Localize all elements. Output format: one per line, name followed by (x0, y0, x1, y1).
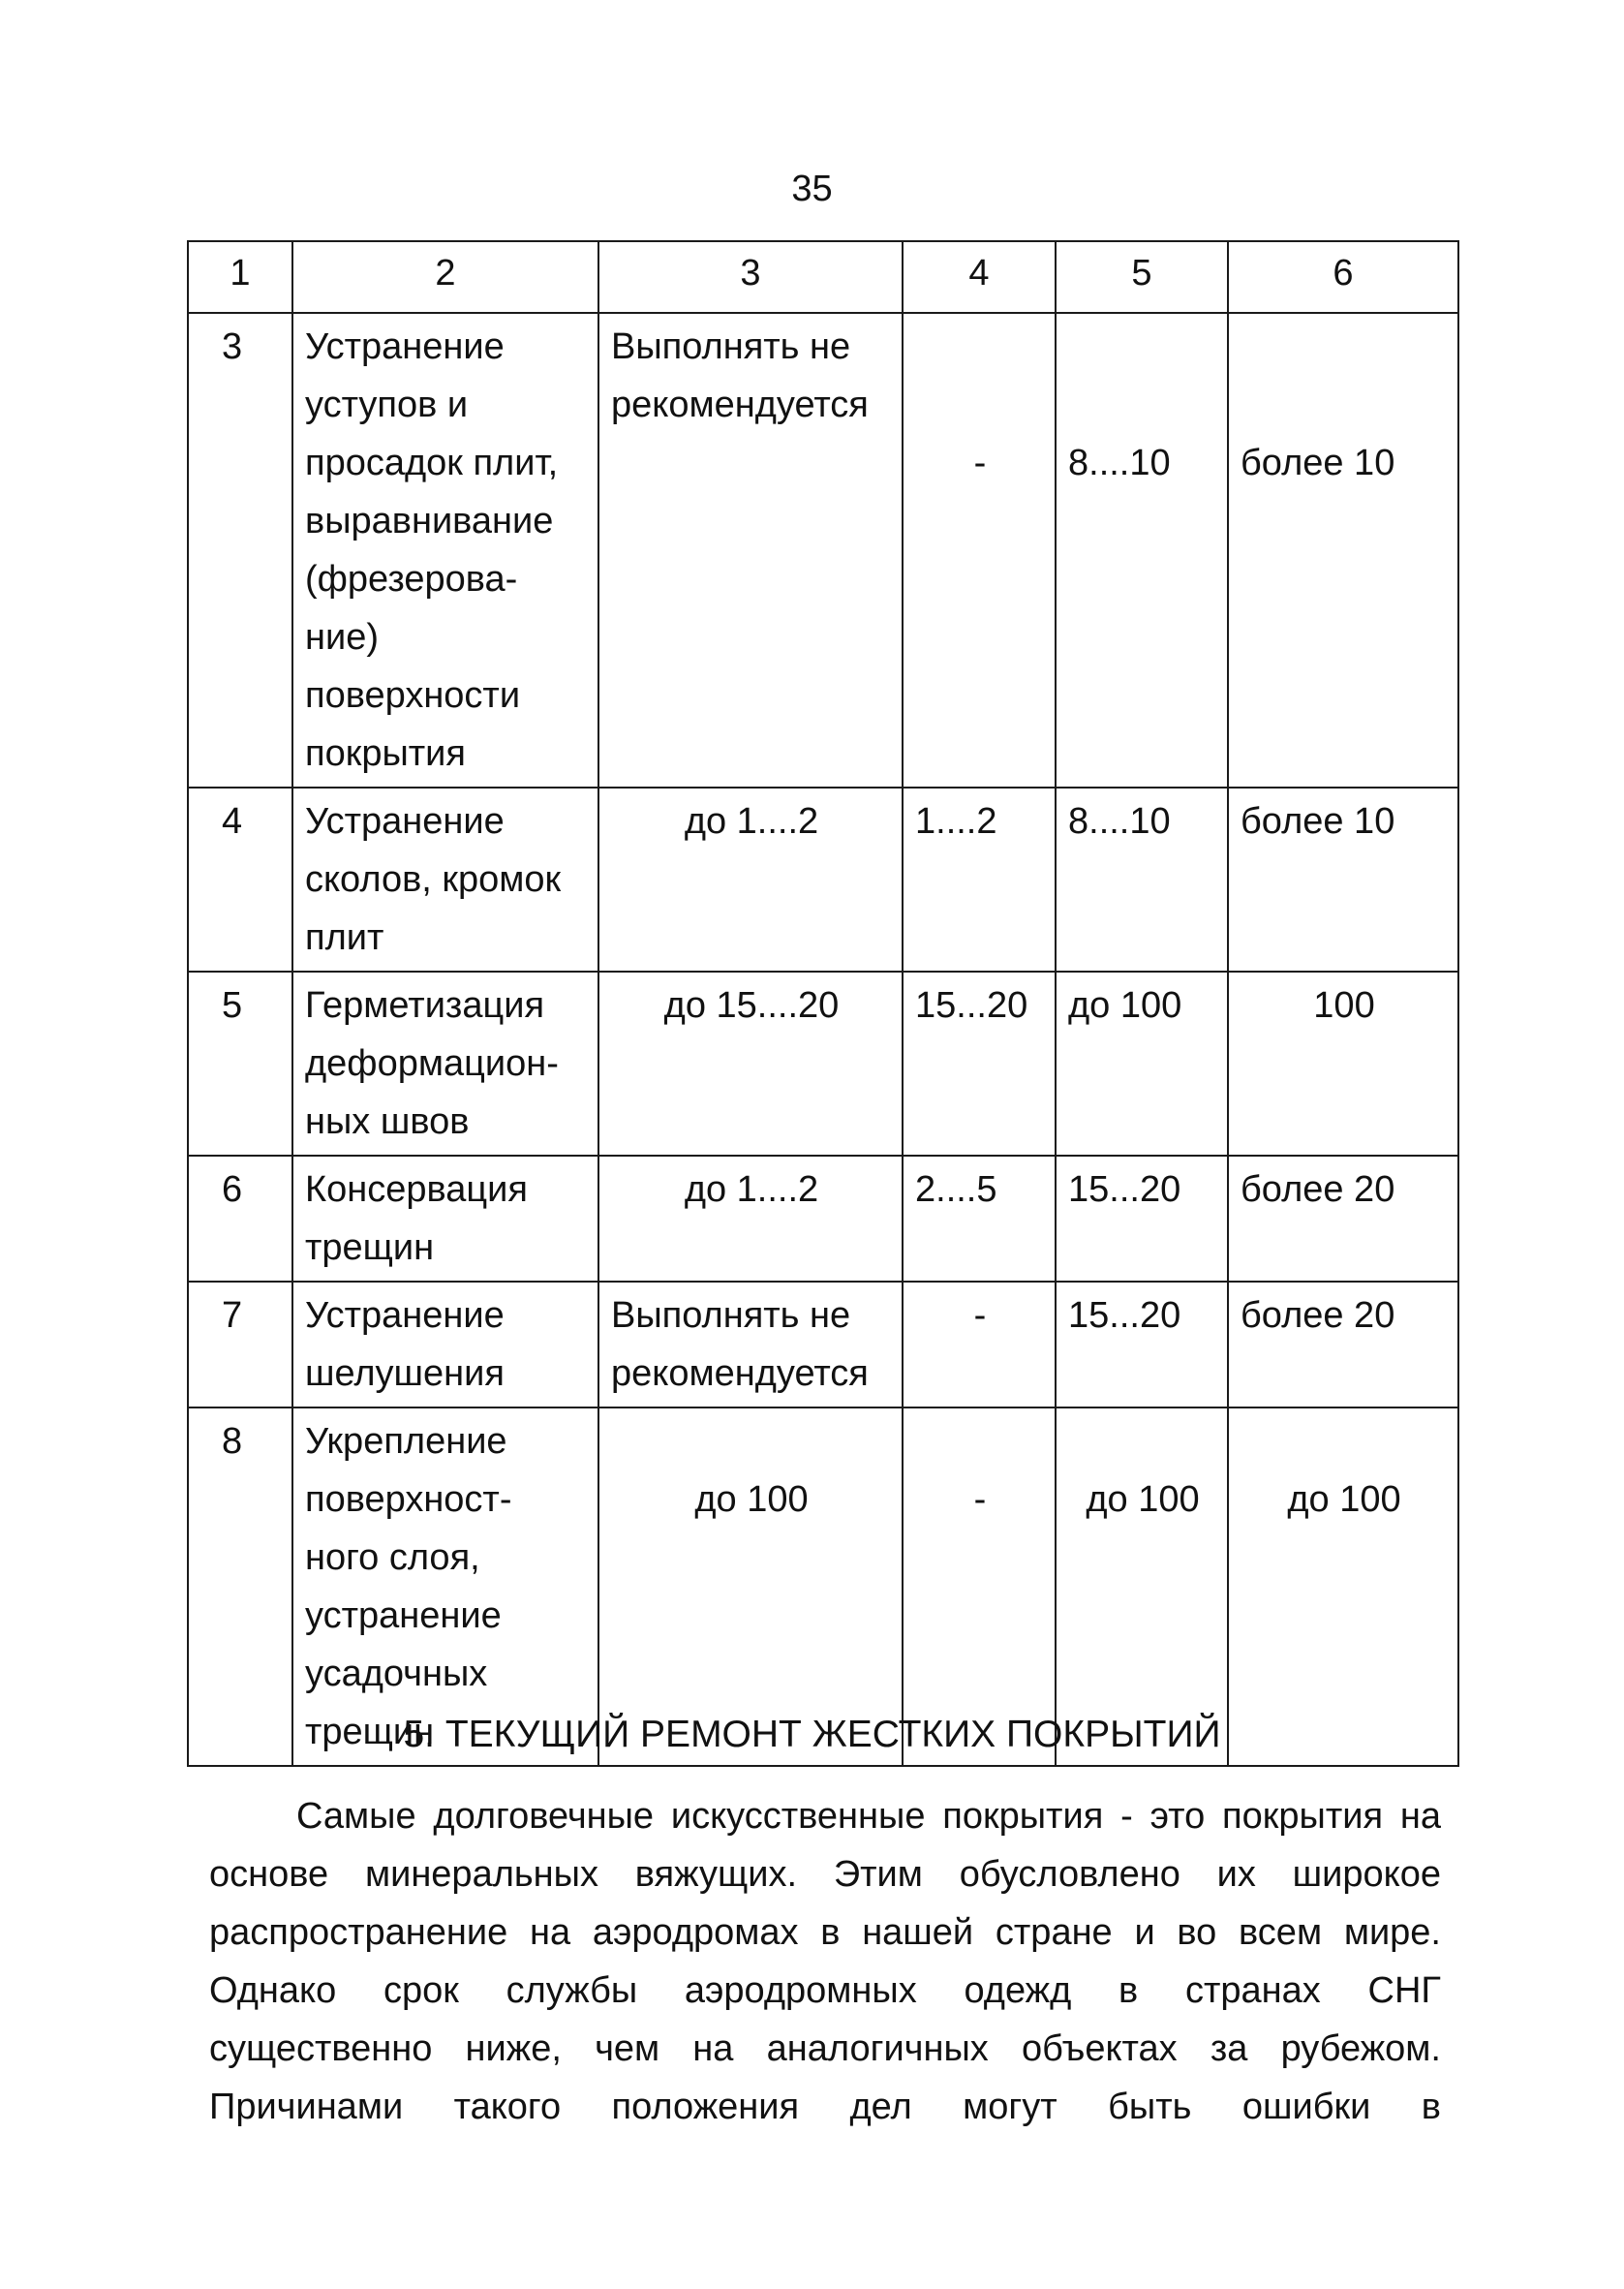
table-row (188, 788, 1458, 972)
header-cell: 2 (292, 241, 598, 313)
row-number-cell: 5 (188, 972, 292, 1156)
column-5-cell: 15...20 (1056, 1156, 1228, 1282)
column-3-cell: Выполнять не рекомендуется (598, 313, 903, 788)
column-5-cell: до 100 (1056, 972, 1228, 1156)
header-cell: 6 (1228, 241, 1458, 313)
table-row (188, 1282, 1458, 1407)
column-6-cell: более 10 (1228, 788, 1458, 972)
column-3-cell: до 1....2 (598, 788, 903, 972)
paragraph-line: Однако срок службы аэродромных одежд в странах СНГ (209, 1970, 1441, 2011)
work-type-cell: Укрепление поверхност- ного слоя, устранение усадочных трещин (292, 1407, 598, 1766)
column-4-cell: - (903, 313, 1056, 788)
column-5-cell: 15...20 (1056, 1282, 1228, 1407)
work-type-cell: Устранение уступов и просадок плит, выравнивание (фрезерова- ние) поверхности покрытия (292, 313, 598, 788)
column-4-cell: - (903, 1282, 1056, 1407)
paragraph-line: Самые долговечные искусственные покрытия - это покрытия на (296, 1796, 1441, 1837)
work-type-cell: Устранение сколов, кромок плит (292, 788, 598, 972)
section-title: 5. ТЕКУЩИЙ РЕМОНТ ЖЕСТКИХ ПОКРЫТИЙ (403, 1714, 1221, 1755)
paragraph-line: основе минеральных вяжущих. Этим обусловлено их широкое (209, 1854, 1441, 1895)
table-header-row (188, 241, 1458, 313)
paragraph-line: существенно ниже, чем на аналогичных объектах за рубежом. (209, 2028, 1441, 2069)
column-5-cell: 8....10 (1056, 788, 1228, 972)
column-6-cell: более 10 (1228, 313, 1458, 788)
column-6-cell: более 20 (1228, 1282, 1458, 1407)
column-6-cell: 100 (1228, 972, 1458, 1156)
column-6-cell: до 100 (1228, 1407, 1458, 1766)
paragraph-line: Причинами такого положения дел могут быть ошибки в (209, 2087, 1441, 2127)
table-row (188, 313, 1458, 788)
row-number-cell: 6 (188, 1156, 292, 1282)
table-row (188, 1156, 1458, 1282)
row-number-cell: 8 (188, 1407, 292, 1766)
column-3-cell: Выполнять не рекомендуется (598, 1282, 903, 1407)
column-5-cell: 8....10 (1056, 313, 1228, 788)
page-number: 35 (791, 169, 833, 209)
column-6-cell: более 20 (1228, 1156, 1458, 1282)
column-4-cell: 1....2 (903, 788, 1056, 972)
header-cell: 1 (188, 241, 292, 313)
work-type-cell: Консервация трещин (292, 1156, 598, 1282)
row-number-cell: 3 (188, 313, 292, 788)
column-5-cell: до 100 (1056, 1407, 1228, 1766)
column-4-cell: - (903, 1407, 1056, 1766)
work-type-cell: Устранение шелушения (292, 1282, 598, 1407)
repair-table (187, 240, 1459, 1767)
body-paragraph (209, 1787, 1441, 2136)
header-cell: 5 (1056, 241, 1228, 313)
row-number-cell: 4 (188, 788, 292, 972)
paragraph-line: распространение на аэродромах в нашей стране и во всем мире. (209, 1912, 1441, 1953)
column-3-cell: до 1....2 (598, 1156, 903, 1282)
header-cell: 3 (598, 241, 903, 313)
column-4-cell: 15...20 (903, 972, 1056, 1156)
header-cell: 4 (903, 241, 1056, 313)
column-3-cell: до 100 (598, 1407, 903, 1766)
column-4-cell: 2....5 (903, 1156, 1056, 1282)
work-type-cell: Герметизация деформацион- ных швов (292, 972, 598, 1156)
row-number-cell: 7 (188, 1282, 292, 1407)
column-3-cell: до 15....20 (598, 972, 903, 1156)
table-row (188, 972, 1458, 1156)
